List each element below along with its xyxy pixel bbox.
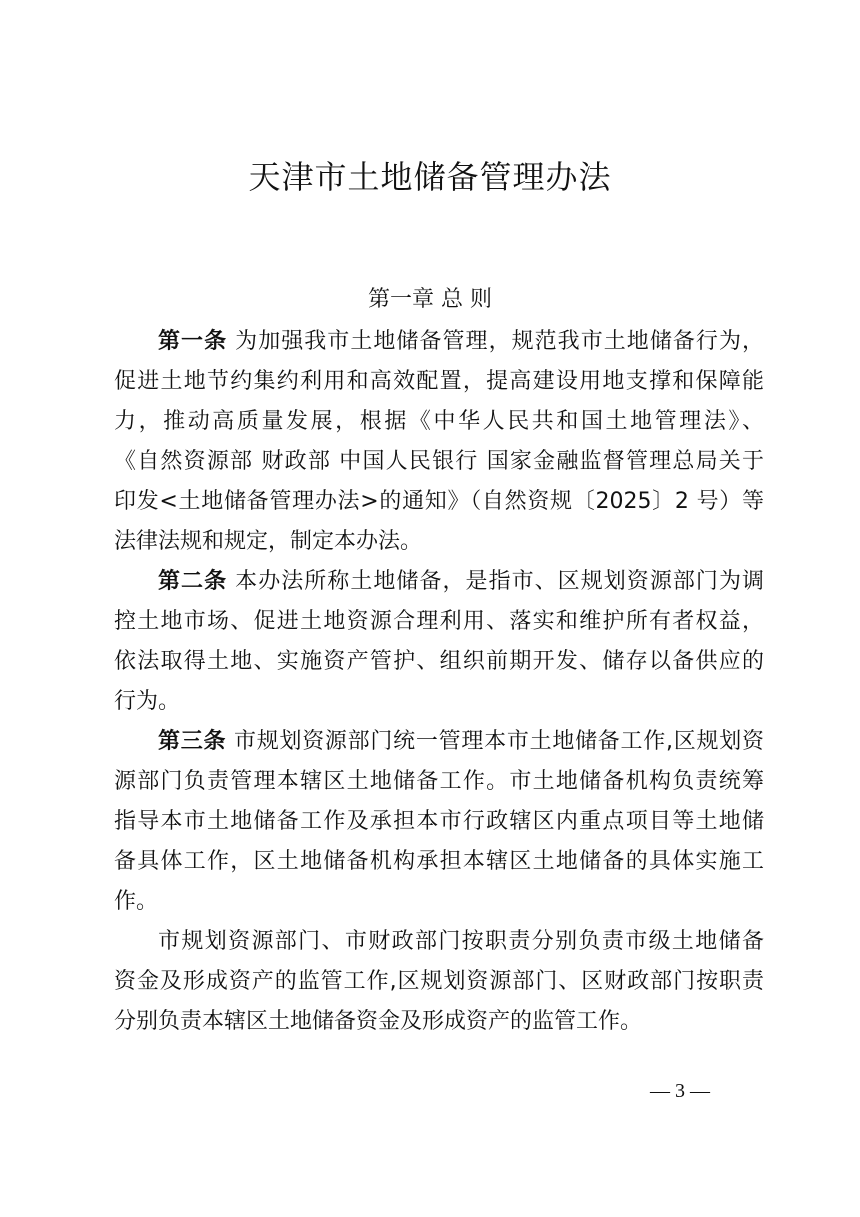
paragraph-line: 资金及形成资产的监管工作,区规划资源部门、区财政部门按职责 xyxy=(114,969,764,994)
article-line: 指导本市土地储备工作及承担本市行政辖区内重点项目等土地储 xyxy=(114,809,764,834)
paragraph-line: 分别负责本辖区土地储备资金及形成资产的监管工作。 xyxy=(114,1009,643,1034)
article-3 xyxy=(114,722,764,922)
article-text: 市规划资源部门统一管理本市土地储备工作,区规划资 xyxy=(226,729,764,754)
paragraph xyxy=(114,922,764,1042)
article-line xyxy=(114,722,764,762)
article-line: 依法取得土地、实施资产管护、组织前期开发、储存以备供应的 xyxy=(114,649,764,674)
page-number: — 3 — xyxy=(650,1080,710,1102)
article-text: 本办法所称土地储备，是指市、区规划资源部门为调 xyxy=(227,569,764,594)
article-line: 法律法规和规定，制定本办法。 xyxy=(114,529,423,554)
article-2 xyxy=(114,562,764,722)
article-line: 备具体工作，区土地储备机构承担本辖区土地储备的具体实施工 xyxy=(114,849,764,874)
paragraph-line: 市规划资源部门、市财政部门按职责分别负责市级土地储备 xyxy=(158,929,764,954)
article-line: 源部门负责管理本辖区土地储备工作。市土地储备机构负责统筹 xyxy=(114,769,764,794)
document-title: 天津市土地储备管理办法 xyxy=(248,158,612,196)
article-line xyxy=(114,562,764,602)
article-line: 行为。 xyxy=(114,689,181,714)
article-line: 印发<土地储备管理办法>的通知》（自然资规〔2025〕2 号）等 xyxy=(114,489,764,514)
article-line: 力，推动高质量发展，根据《中华人民共和国土地管理法》、 xyxy=(114,409,764,434)
article-line: 促进土地节约集约利用和高效配置，提高建设用地支撑和保障能 xyxy=(114,369,764,394)
article-line: 《自然资源部 财政部 中国人民银行 国家金融监督管理总局关于 xyxy=(114,449,764,474)
article-label: 第二条 xyxy=(158,569,228,594)
article-1 xyxy=(114,322,764,562)
article-line xyxy=(114,322,764,362)
article-text: 为加强我市土地储备管理，规范我市土地储备行为， xyxy=(227,329,764,354)
chapter-heading: 第一章 总 则 xyxy=(368,287,492,312)
document-body xyxy=(114,322,764,1042)
article-line: 作。 xyxy=(114,889,159,914)
article-line: 控土地市场、促进土地资源合理利用、落实和维护所有者权益， xyxy=(114,609,764,634)
article-label: 第三条 xyxy=(158,729,227,754)
article-label: 第一条 xyxy=(158,329,228,354)
